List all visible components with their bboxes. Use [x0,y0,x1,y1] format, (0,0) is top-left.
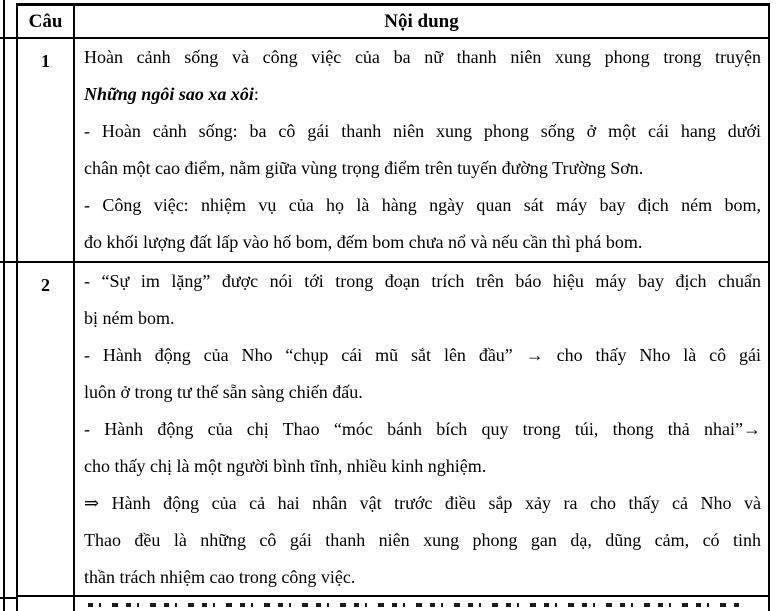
row-content [75,39,768,263]
text-segment: : [253,84,259,104]
row-line-stub [0,261,17,263]
text-segment: đo khối lượng đất lấp vào hố bom, đếm bom chưa nổ và nếu cần thì phá bom. [84,232,643,252]
content-line [84,224,761,261]
text-segment: thần trách nhiệm cao trong công việc. [84,567,356,587]
content-line [84,76,761,113]
text-segment: chân một cao điểm, nằm giữa vùng trọng điểm trên tuyến đường Trường Sơn. [84,158,644,178]
row-content [75,597,768,611]
content-line [84,39,761,76]
row-number [18,597,75,611]
text-segment: luôn ở trong tư thế sẵn sàng chiến đấu. [84,382,363,402]
content-line [84,300,761,337]
page-edge-line [3,0,5,611]
row-number: 1 [18,39,75,263]
story-title-text: Những ngôi sao xa xôi [84,84,254,104]
content-line [84,448,761,485]
text-segment: - Hoàn cảnh sống: ba cô gái thanh niên xung phong sống ở một cái hang dưới [84,121,761,141]
row-line-stub [0,597,17,599]
header-cell-noi-dung: Nội dung [75,6,768,39]
content-line [84,337,761,374]
text-segment: bị ném bom. [84,308,175,328]
content-line [84,150,761,187]
row-content [75,263,768,597]
text-segment: - Hành động của Nho “chụp cái mũ sắt lên đầu” → cho thấy Nho là cô gái [84,345,761,365]
content-line [84,485,761,522]
answer-table [16,3,770,611]
header-cell-cau: Câu [18,6,75,39]
content-line [84,263,761,300]
row-line-stub [0,37,17,39]
text-segment: ⇒ Hành động của cả hai nhân vật trước điều sắp xảy ra cho thấy cả Nho và [84,493,761,513]
text-segment: Hoàn cảnh sống và công việc của ba nữ thanh niên xung phong trong truyện [84,47,761,67]
text-segment: - “Sự im lặng” được nói tới trong đoạn trích trên báo hiệu máy bay địch chuẩn [84,271,761,291]
content-line [84,522,761,559]
content-line [84,187,761,224]
content-line [84,374,761,411]
content-line [84,411,761,448]
text-segment: Thao đều là những cô gái thanh niên xung phong gan dạ, dũng cảm, có tinh [84,530,761,550]
text-segment: - Hành động của chị Thao “móc bánh bích quy trong túi, thong thả nhai”→ [84,419,761,439]
row-number: 2 [18,263,75,597]
text-segment: cho thấy chị là một người bình tĩnh, nhiều kinh nghiệm. [84,456,487,476]
text-segment: - Công việc: nhiệm vụ của họ là hàng ngày quan sát máy bay địch ném bom, [84,195,761,215]
content-line [84,113,761,150]
content-line [84,559,761,596]
clipped-text-marks [88,603,743,607]
